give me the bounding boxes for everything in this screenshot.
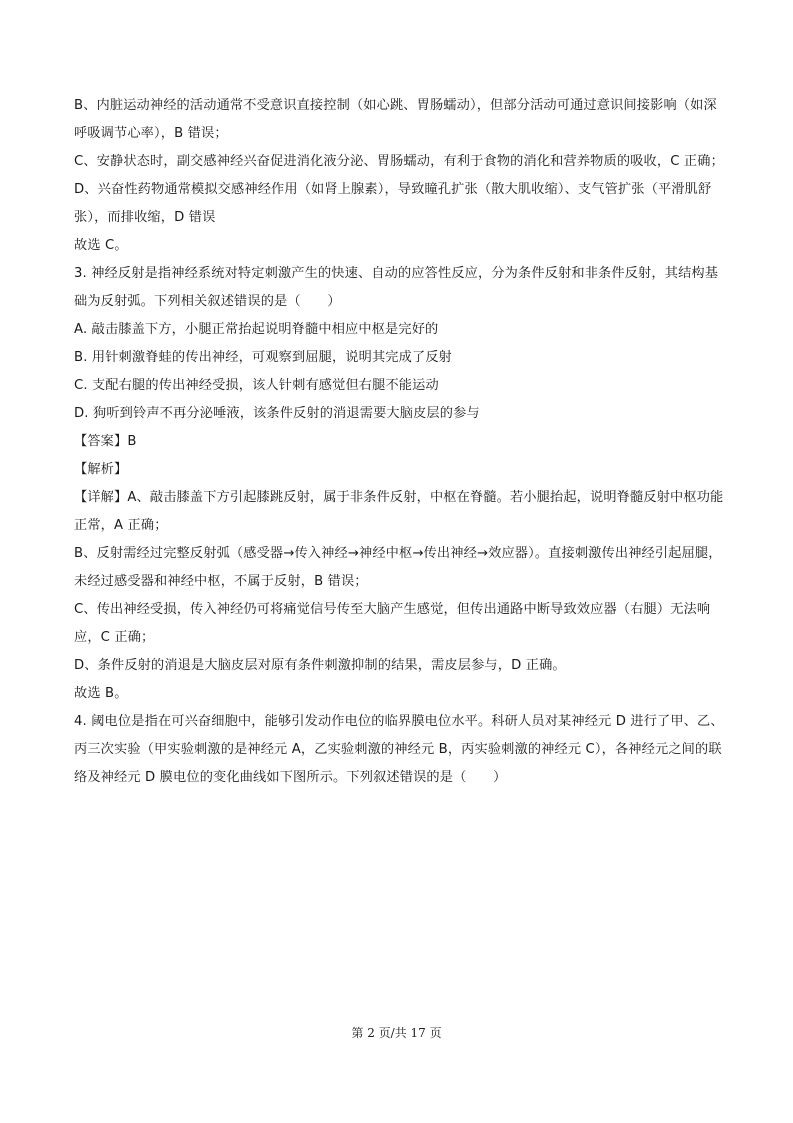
question-4-stem: 4. 阈电位是指在可兴奋细胞中，能够引发动作电位的临界膜电位水平。科研人员对某神经元 D 进行了甲、乙、丙三次实验（甲实验刺激的是神经元 A，乙实验刺激的神经元 B，丙实验刺激的神经元 C），各神经元之间的联络及神经元 D 膜电位的变化曲线如下图所示。下列叙述错误的是（ ） bbox=[74, 714, 724, 785]
question-3-detail-c: C、传出神经受损，传入神经仍可将痛觉信号传至大脑产生感觉，但传出通路中断导致效应器（右腿）无法响应，C 正确； bbox=[74, 602, 711, 645]
question-3-option-a: A. 敲击膝盖下方，小腿正常抬起说明脊髓中相应中枢是完好的 bbox=[74, 322, 439, 337]
paragraph-explanation-c: C、安静状态时，副交感神经兴奋促进消化液分泌、胃肠蠕动，有利于食物的消化和营养物质的吸收，C 正确； bbox=[74, 154, 724, 169]
paragraph-choice-c: 故选 C。 bbox=[74, 238, 128, 253]
question-3-option-d: D. 狗听到铃声不再分泌唾液，该条件反射的消退需要大脑皮层的参与 bbox=[74, 406, 480, 421]
page-footer bbox=[0, 1024, 793, 1042]
page-body bbox=[74, 92, 724, 792]
question-3-analysis-heading: 【解析】 bbox=[74, 462, 128, 477]
question-3-detail-d: D、条件反射的消退是大脑皮层对原有条件刺激抑制的结果，需皮层参与，D 正确。 bbox=[74, 658, 566, 673]
question-3-choice: 故选 B。 bbox=[74, 686, 128, 701]
question-3-option-b: B. 用针刺激脊蛙的传出神经，可观察到屈腿，说明其完成了反射 bbox=[74, 350, 452, 365]
question-3-stem: 3. 神经反射是指神经系统对特定刺激产生的快速、自动的应答性反应，分为条件反射和非条件反射，其结构基础为反射弧。下列相关叙述错误的是（ ） bbox=[74, 266, 719, 309]
question-3-answer: 【答案】B bbox=[74, 434, 137, 449]
question-3-detail-a: 【详解】A、敲击膝盖下方引起膝跳反射，属于非条件反射，中枢在脊髓。若小腿抬起，说明脊髓反射中枢功能正常，A 正确； bbox=[74, 490, 724, 533]
question-3-option-c: C. 支配右腿的传出神经受损，该人针刺有感觉但右腿不能运动 bbox=[74, 378, 439, 393]
paragraph-explanation-b: B、内脏运动神经的活动通常不受意识直接控制（如心跳、胃肠蠕动），但部分活动可通过意识间接影响（如深呼吸调节心率），B 错误； bbox=[74, 98, 717, 141]
question-3-detail-b: B、反射需经过完整反射弧（感受器→传入神经→神经中枢→传出神经→效应器）。直接刺激传出神经引起屈腿，未经过感受器和神经中枢，不属于反射，B 错误； bbox=[74, 546, 722, 589]
page-number-label: 第 2 页/共 17 页 bbox=[351, 1026, 442, 1040]
paragraph-explanation-d: D、兴奋性药物通常模拟交感神经作用（如肾上腺素），导致瞳孔扩张（散大肌收缩）、支气管扩张（平滑肌舒张），而排收缩，D 错误 bbox=[74, 182, 712, 225]
